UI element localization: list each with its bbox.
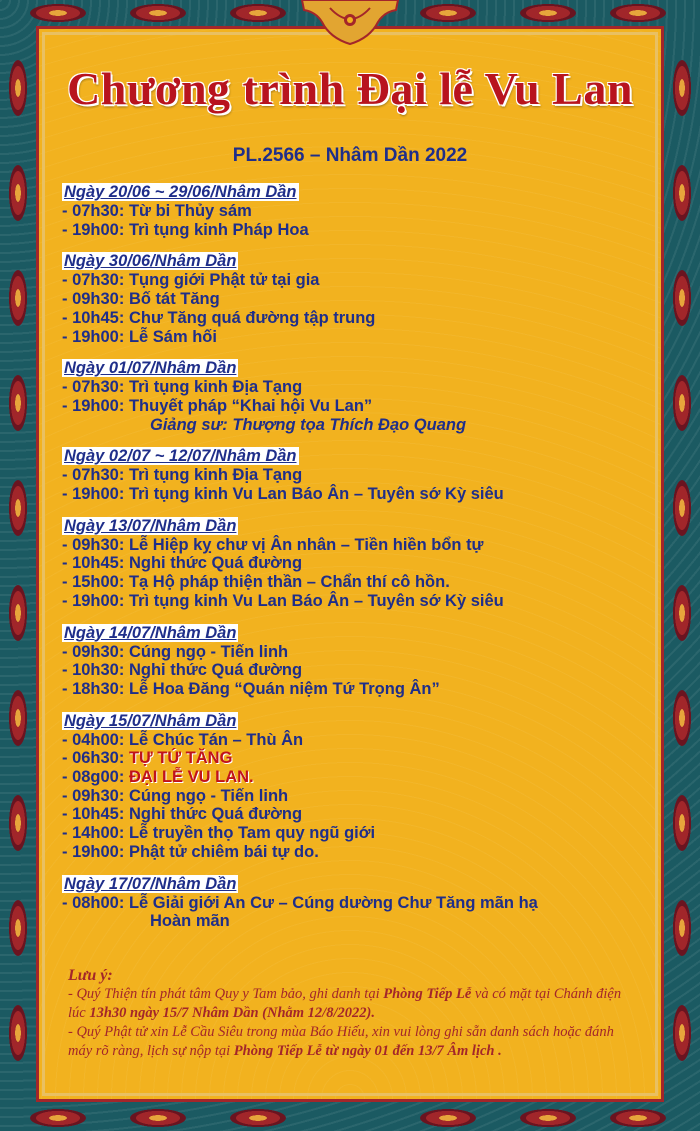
- notes-label: Lưu ý:: [68, 967, 113, 984]
- item-text: Lễ Hiệp kỵ chư vị Ân nhân – Tiền hiền bổn tự: [128, 535, 484, 554]
- item-text-continued: Hoàn mãn: [150, 912, 230, 931]
- item-time: - 09h30:: [62, 290, 125, 309]
- ornament-icon: [9, 480, 27, 536]
- day-section: [62, 709, 652, 862]
- item-time: - 07h30:: [62, 202, 125, 220]
- note-1: [68, 985, 628, 1023]
- item-text: Thuyết pháp “Khai hội Vu Lan”: [128, 396, 373, 415]
- note-2-place: Phòng Tiếp Lễ từ ngày 01 đến 13/7 Âm lịch .: [233, 1043, 502, 1059]
- item-time: - 18h30:: [62, 679, 125, 698]
- ornament-icon: [9, 585, 27, 641]
- page-subtitle: PL.2566 – Nhâm Dần 2022: [232, 145, 468, 166]
- item-time: - 09h30:: [62, 786, 125, 805]
- ornament-icon: [9, 795, 27, 851]
- item-time: - 19h00:: [62, 485, 125, 504]
- item-text: Tụng giới Phật tử tại gia: [128, 271, 320, 290]
- day-header: Ngày 15/07/Nhâm Dần: [64, 711, 237, 730]
- schedule-item: [62, 466, 652, 485]
- schedule-item: [62, 309, 652, 328]
- day-header: Ngày 20/06 ~ 29/06/Nhâm Dần: [64, 183, 297, 201]
- day-header: Ngày 13/07/Nhâm Dần: [64, 516, 237, 535]
- schedule-item: [62, 661, 652, 680]
- item-text: Phật tử chiêm bái tự do.: [128, 842, 319, 861]
- ornament-icon: [420, 1109, 476, 1127]
- item-time: - 10h45:: [62, 554, 125, 573]
- schedule-item: [62, 824, 652, 843]
- schedule-item: [62, 787, 652, 806]
- ornament-icon: [673, 585, 691, 641]
- schedule-item: [62, 643, 652, 662]
- ornament-icon: [420, 4, 476, 22]
- item-time: - 10h45:: [62, 308, 125, 327]
- day-section: [62, 249, 652, 346]
- day-section: [62, 872, 652, 931]
- item-text: Trì tụng kinh Vu Lan Báo Ân – Tuyên sớ Kỳ siêu: [128, 485, 504, 504]
- item-text: Trì tụng kinh Địa Tạng: [128, 466, 303, 485]
- item-text: Chư Tăng quá đường tập trung: [128, 308, 376, 327]
- note-1-text: - Quý Thiện tín phát tâm Quy y Tam bảo, ghi danh tại: [68, 986, 384, 1002]
- schedule-item: [62, 290, 652, 309]
- ornament-icon: [9, 1005, 27, 1061]
- item-text: TỰ TỨ TĂNG: [128, 749, 233, 768]
- ornament-icon: [520, 1109, 576, 1127]
- day-section: [62, 180, 652, 239]
- item-text: Cúng ngọ - Tiến linh: [128, 642, 289, 661]
- day-section: [62, 444, 652, 503]
- item-text: Tạ Hộ pháp thiện thần – Chẩn thí cô hồn.: [128, 573, 450, 592]
- day-header: Ngày 02/07 ~ 12/07/Nhâm Dần: [64, 447, 297, 466]
- note-1-text-2: và có mặt tại Chánh điện lúc: [68, 986, 622, 1021]
- day-header: Ngày 17/07/Nhâm Dần: [64, 874, 237, 893]
- ornament-icon: [130, 1109, 186, 1127]
- item-time: - 10h45:: [62, 805, 125, 824]
- schedule: [62, 180, 652, 931]
- item-time: - 09h30:: [62, 642, 125, 661]
- item-text: Cúng ngọ - Tiến linh: [128, 786, 289, 805]
- ornament-icon: [30, 1109, 86, 1127]
- item-time: - 08h00:: [62, 893, 125, 912]
- day-section: [62, 621, 652, 699]
- item-text: Lễ Hoa Đăng “Quán niệm Tứ Trọng Ân”: [128, 679, 440, 698]
- item-text: Nghi thức Quá đường: [128, 554, 303, 573]
- note-1-place: Phòng Tiếp Lễ: [383, 986, 472, 1002]
- ornament-icon: [9, 60, 27, 116]
- schedule-item: [62, 271, 652, 290]
- ornament-icon: [9, 690, 27, 746]
- item-time: - 19h00:: [62, 591, 125, 610]
- item-time: - 15h00:: [62, 573, 125, 592]
- schedule-item: [62, 843, 652, 862]
- item-text: Nghi thức Quá đường: [128, 661, 303, 680]
- item-time: - 19h00:: [62, 842, 125, 861]
- schedule-item: [62, 397, 652, 416]
- item-time: - 10h30:: [62, 661, 125, 680]
- day-section: [62, 514, 652, 611]
- crown-ornament: [300, 0, 400, 46]
- ornament-icon: [130, 4, 186, 22]
- page-title: Chương trình Đại lễ Vu Lan: [67, 63, 633, 114]
- schedule-item: [62, 202, 652, 221]
- day-header: Ngày 14/07/Nhâm Dần: [64, 623, 237, 642]
- ornament-icon: [673, 165, 691, 221]
- ornament-icon: [520, 4, 576, 22]
- schedule-item: [62, 536, 652, 555]
- ornament-icon: [673, 900, 691, 956]
- item-time: - 04h00:: [62, 730, 125, 749]
- item-text: Lễ truyền thọ Tam quy ngũ giới: [128, 824, 376, 843]
- schedule-item: [62, 894, 652, 913]
- ornament-icon: [610, 4, 666, 22]
- note-2-text: - Quý Phật tử xin Lễ Cầu Siêu trong mùa Báo Hiếu, xin vui lòng ghi sẵn danh sách hoặc đánh máy rõ ràng, lịch sự nộp tại: [68, 1024, 614, 1059]
- item-time: - 14h00:: [62, 824, 125, 843]
- schedule-item: [62, 680, 652, 699]
- item-time: - 07h30:: [62, 378, 125, 397]
- item-text: Trì tụng kinh Pháp Hoa: [128, 220, 309, 239]
- item-text: Trì tụng kinh Vu Lan Báo Ân – Tuyên sớ Kỳ siêu: [128, 591, 504, 610]
- item-time: - 19h00:: [62, 220, 125, 239]
- note-1-time: 13h30 ngày 15/7 Nhâm Dần (Nhằm 12/8/2022).: [89, 1005, 375, 1021]
- day-section: [62, 356, 652, 434]
- schedule-item: [62, 731, 652, 750]
- ornament-icon: [30, 4, 86, 22]
- notes-section: [68, 966, 628, 1061]
- ornament-icon: [673, 60, 691, 116]
- note-2: [68, 1023, 628, 1061]
- speaker-note: Giảng sư: Thượng tọa Thích Đạo Quang: [150, 415, 467, 434]
- item-text: Lễ Giải giới An Cư – Cúng dường Chư Tăng mãn hạ: [128, 893, 538, 912]
- item-text: Trì tụng kinh Địa Tạng: [128, 378, 303, 397]
- item-time: - 19h00:: [62, 396, 125, 415]
- schedule-item: [62, 768, 652, 787]
- ornament-icon: [9, 165, 27, 221]
- item-text: Lễ Sám hối: [128, 327, 217, 346]
- day-header: Ngày 30/06/Nhâm Dần: [64, 252, 237, 271]
- schedule-item: [62, 592, 652, 611]
- ornament-icon: [610, 1109, 666, 1127]
- schedule-item: [62, 485, 652, 504]
- schedule-item: [62, 749, 652, 768]
- schedule-item: [62, 328, 652, 347]
- item-time: - 09h30:: [62, 535, 125, 554]
- item-time: - 06h30:: [62, 749, 125, 768]
- item-text: Lễ Chúc Tán – Thù Ân: [128, 730, 304, 749]
- item-time: - 07h30:: [62, 466, 125, 485]
- schedule-item: [62, 573, 652, 592]
- item-time: - 07h30:: [62, 271, 125, 290]
- ornament-icon: [230, 1109, 286, 1127]
- ornament-icon: [673, 1005, 691, 1061]
- item-text: Bố tát Tăng: [128, 290, 220, 309]
- schedule-item: [62, 378, 652, 397]
- item-text: ĐẠI LỄ VU LAN.: [128, 768, 254, 787]
- ornament-icon: [673, 375, 691, 431]
- ornament-icon: [9, 270, 27, 326]
- item-time: - 08g00:: [62, 768, 125, 787]
- ornament-icon: [673, 480, 691, 536]
- schedule-item: [62, 805, 652, 824]
- day-header: Ngày 01/07/Nhâm Dần: [64, 359, 237, 378]
- schedule-item: [62, 554, 652, 573]
- item-time: - 19h00:: [62, 327, 125, 346]
- ornament-icon: [230, 4, 286, 22]
- ornament-icon: [9, 375, 27, 431]
- ornament-icon: [673, 270, 691, 326]
- ornament-icon: [9, 900, 27, 956]
- ornament-icon: [673, 795, 691, 851]
- schedule-item: [62, 221, 652, 240]
- item-text: Từ bi Thủy sám: [128, 202, 252, 220]
- ornament-icon: [673, 690, 691, 746]
- item-text: Nghi thức Quá đường: [128, 805, 303, 824]
